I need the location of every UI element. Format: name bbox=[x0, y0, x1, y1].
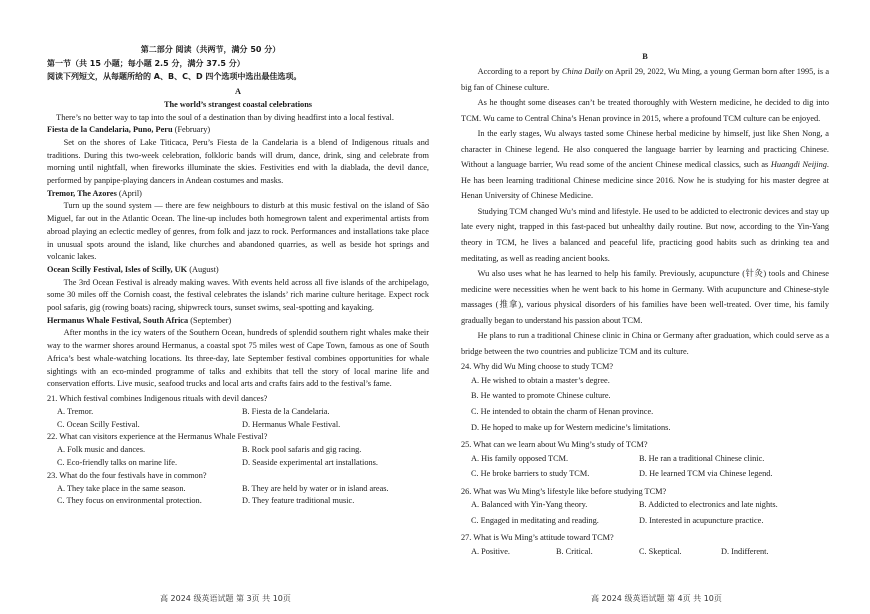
passage-paragraph bbox=[461, 266, 829, 328]
option-c-text: C. He intended to obtain the charm of Henan province. bbox=[471, 407, 654, 417]
festival-section bbox=[47, 315, 429, 391]
passage-label: B bbox=[642, 52, 648, 61]
festival-description: Turn up the sound system — there are few neighbours to disturb at this music festival on the island of São Miguel, far out in the Atlantic Ocean. The line-up includes both homegrown talent and experimental artists from abroad playing an eclectic medley of genres, from folk and jazz to rock. Performances and installations take place in unusual spots around the island, like churches and abandoned quarries, as well as beside hot springs and volcanic lakes. bbox=[47, 201, 429, 262]
option-b[interactable]: B. Rock pool safaris and gig racing. bbox=[242, 445, 362, 455]
festival-name: Hermanus Whale Festival, South Africa bbox=[47, 315, 189, 325]
option-d[interactable]: D. He learned TCM via Chinese legend. bbox=[639, 469, 773, 479]
question-stem: 22. What can visitors experience at the Hermanus Whale Festival? bbox=[47, 432, 268, 442]
passage-paragraph bbox=[461, 328, 829, 359]
options-row bbox=[461, 515, 829, 531]
passage-label: A bbox=[235, 87, 241, 97]
option-d[interactable]: D. They feature traditional music. bbox=[242, 496, 355, 506]
festival-description: Set on the shores of Lake Titicaca, Peru’s Fiesta de la Candelaria is a blend of Indigenous rituals and traditions. During this two-week celebration, folkloric bands will drum, dance, drink, sing and celebrate from morning until nightfall, when fireworks illuminate the skies. Festivities end with la diablada, the devil dance, performed by panpipe-playing dancers in Andean costumes and masks. bbox=[47, 137, 429, 186]
passage-paragraph bbox=[461, 64, 829, 95]
festival-description: The 3rd Ocean Festival is already making waves. With events held across all five islands of the archipelago, some 30 miles off the Cornish coast, the festival celebrates the islands’ rich marine culture heritage. Expect rock pool safaris, gig (rowing boats) racing, shipwreck tours, sunset swims, seal-spotting and kayaking. bbox=[47, 277, 429, 313]
question-stem: 27. What is Wu Ming’s attitude toward TCM? bbox=[461, 533, 614, 543]
question-stem: 24. Why did Wu Ming choose to study TCM? bbox=[461, 362, 614, 372]
festival-month: (September) bbox=[188, 315, 232, 325]
option-a[interactable]: A. His family opposed TCM. bbox=[471, 453, 569, 463]
festival-section bbox=[47, 264, 429, 315]
question-27 bbox=[461, 530, 829, 561]
options-row bbox=[47, 419, 429, 432]
option-b[interactable]: B. Fiesta de la Candelaria. bbox=[242, 406, 330, 416]
option-c[interactable]: C. Engaged in meditating and reading. bbox=[471, 515, 599, 525]
option-c[interactable] bbox=[461, 406, 829, 422]
options-row bbox=[47, 483, 429, 496]
festival-section bbox=[47, 124, 429, 188]
option-a[interactable]: A. Folk music and dances. bbox=[57, 445, 146, 455]
option-b[interactable]: B. Critical. bbox=[556, 546, 593, 556]
festival-heading bbox=[47, 264, 429, 277]
passage-body bbox=[461, 64, 829, 359]
paragraph-text: In the early stages, Wu always tasted some Chinese herbal medicine by himself, just like Shen Nong, a character in Chinese legend. He also conquered the language barrier by learning and practicing Chinese. Without a language barrier, Wu read some of the ancient Chinese medical classics, such as bbox=[461, 129, 829, 170]
option-a[interactable]: A. They take place in the same season. bbox=[57, 483, 186, 493]
option-b[interactable]: B. They are held by water or in island areas. bbox=[242, 483, 389, 493]
paragraph-text: According to a report by bbox=[477, 67, 562, 76]
option-d[interactable] bbox=[461, 422, 829, 438]
paragraph-text: As he thought some diseases can’t be treated thoroughly with Western medicine, he decided to dig into TCM. Wu came to Central China’s Henan province in 2015, where a profound TCM culture can be enjoyed. bbox=[461, 98, 829, 123]
question-stem: 21. Which festival combines Indigenous rituals with devil dances? bbox=[47, 393, 268, 403]
option-a[interactable] bbox=[461, 375, 829, 391]
question-24 bbox=[461, 359, 829, 437]
option-c[interactable]: C. They focus on environmental protection. bbox=[57, 496, 202, 506]
section-title: 第二部分 阅读（共两节，满分 50 分） bbox=[140, 45, 281, 54]
paragraph-text: Studying TCM changed Wu’s mind and lifestyle. He used to be addicted to electronic devices and stay up late every night, trapped in this fast-paced but unhealthy daily routine. But now, according to the Yin-Yang theory in TCM, he lives a balanced and peaceful life, practicing good habits such as drinking tea and meditating, as well as reading ancient books. bbox=[461, 206, 829, 263]
option-d[interactable]: D. Seaside experimental art installations. bbox=[242, 457, 378, 467]
option-a[interactable]: A. Tremor. bbox=[57, 406, 94, 416]
option-b[interactable]: B. Addicted to electronics and late nights. bbox=[639, 500, 778, 510]
question-25 bbox=[461, 437, 829, 484]
paragraph-text: He plans to run a traditional Chinese clinic in China or Germany after graduation, which could serve as a bridge between the two countries and publicize TCM and its culture. bbox=[461, 331, 829, 356]
option-c[interactable]: C. He broke barriers to study TCM. bbox=[471, 469, 590, 479]
question-stem: 23. What do the four festivals have in common? bbox=[47, 470, 207, 480]
option-c[interactable]: C. Skeptical. bbox=[639, 546, 682, 556]
option-d[interactable]: D. Indifferent. bbox=[721, 546, 769, 556]
festival-name: Ocean Scilly Festival, Isles of Scilly, UK bbox=[47, 264, 188, 274]
festival-heading bbox=[47, 124, 429, 137]
options-row bbox=[47, 444, 429, 457]
option-c[interactable]: C. Ocean Scilly Festival. bbox=[57, 419, 140, 429]
passage-intro: There’s no better way to tap into the soul of a destination than by diving headfirst into a local festival. bbox=[56, 112, 394, 122]
festival-heading bbox=[47, 315, 429, 328]
question-22 bbox=[47, 431, 429, 469]
festival-description: After months in the icy waters of the Southern Ocean, hundreds of splendid southern right whales make their way to the warmer shores around Hermanus, a coastal spot 75 miles west of Cape Town, famous as one of South Africa’s best whale-watching locations. Its three-day, late September festival combines opportunities for whale sightings with an eco-minded programme of talks and exhibits that tell the story of local marine life and conservation efforts. Live music, seafood trucks and local arts and crafts fairs add to the festival’s fame. bbox=[47, 328, 429, 389]
option-c[interactable]: C. Eco-friendly talks on marine life. bbox=[57, 457, 178, 467]
passage-paragraph bbox=[461, 126, 829, 204]
question-stem: 25. What can we learn about Wu Ming’s study of TCM? bbox=[461, 440, 648, 450]
question-23 bbox=[47, 470, 429, 508]
page-footer-left: 高 2024 级英语试题 第 3页 共 10页 bbox=[160, 594, 291, 603]
options-row bbox=[47, 406, 429, 419]
subsection-title: 第一节（共 15 小题；每小题 2.5 分，满分 37.5 分） bbox=[47, 58, 245, 68]
festival-heading bbox=[47, 188, 429, 201]
paragraph-text: on April 29, 2022, Wu Ming, a young German born after 1995, is a big fan of Chinese culture. bbox=[461, 67, 829, 92]
left-page bbox=[47, 0, 429, 508]
italic-title: Huangdi Neijing bbox=[770, 160, 827, 170]
festival-section bbox=[47, 188, 429, 264]
festival-month: (August) bbox=[187, 264, 219, 274]
options-row bbox=[461, 453, 829, 469]
option-b[interactable]: B. He ran a traditional Chinese clinic. bbox=[639, 453, 765, 463]
italic-title: China Daily bbox=[561, 67, 603, 76]
options-row bbox=[47, 457, 429, 470]
festival-name: Fiesta de la Candelaria, Puno, Peru bbox=[47, 125, 173, 135]
paragraph-text: Wu also uses what he has learned to help his family. Previously, acupuncture (针灸) tools and Chinese medicine were necessities when he went back to his home in Germany. With acupuncture and Chinese-style massages (推拿), various physical disorders of his families have been well-treated. Over time, his family gradually began to understand his passion about TCM. bbox=[461, 269, 829, 325]
option-d[interactable]: D. Interested in acupuncture practice. bbox=[639, 515, 764, 525]
option-b[interactable] bbox=[461, 390, 829, 406]
option-a-text: A. He wished to obtain a master’s degree. bbox=[471, 375, 610, 385]
options-row bbox=[47, 495, 429, 508]
instruction: 阅读下列短文，从每题所给的 A、B、C、D 四个选项中选出最佳选项。 bbox=[47, 72, 302, 82]
question-21 bbox=[47, 393, 429, 431]
options-row bbox=[461, 499, 829, 515]
passage-title: The world’s strangest coastal celebrations bbox=[163, 99, 313, 109]
options-row bbox=[461, 468, 829, 484]
paragraph-text: . He has been learning traditional Chinese medicine since 2016. Now he is studying for his master degree at Henan University of Chinese Medicine. bbox=[461, 160, 829, 201]
options-row bbox=[461, 546, 829, 562]
festival-month: (April) bbox=[116, 188, 142, 198]
option-a[interactable]: A. Positive. bbox=[471, 546, 510, 556]
question-stem: 26. What was Wu Ming’s lifestyle like before studying TCM? bbox=[461, 486, 667, 496]
question-26 bbox=[461, 484, 829, 531]
passage-paragraph bbox=[461, 95, 829, 126]
option-a[interactable]: A. Balanced with Yin-Yang theory. bbox=[471, 500, 588, 510]
option-b-text: B. He wanted to promote Chinese culture. bbox=[471, 391, 611, 401]
page-footer-right: 高 2024 级英语试题 第 4页 共 10页 bbox=[591, 594, 722, 603]
option-d-text: D. He hoped to make up for Western medicine’s limitations. bbox=[471, 422, 671, 432]
passage-paragraph bbox=[461, 204, 829, 266]
festival-month: (February) bbox=[172, 125, 211, 135]
right-page bbox=[461, 0, 829, 562]
option-d[interactable]: D. Hermanus Whale Festival. bbox=[242, 419, 341, 429]
festival-name: Tremor, The Azores bbox=[47, 188, 117, 198]
